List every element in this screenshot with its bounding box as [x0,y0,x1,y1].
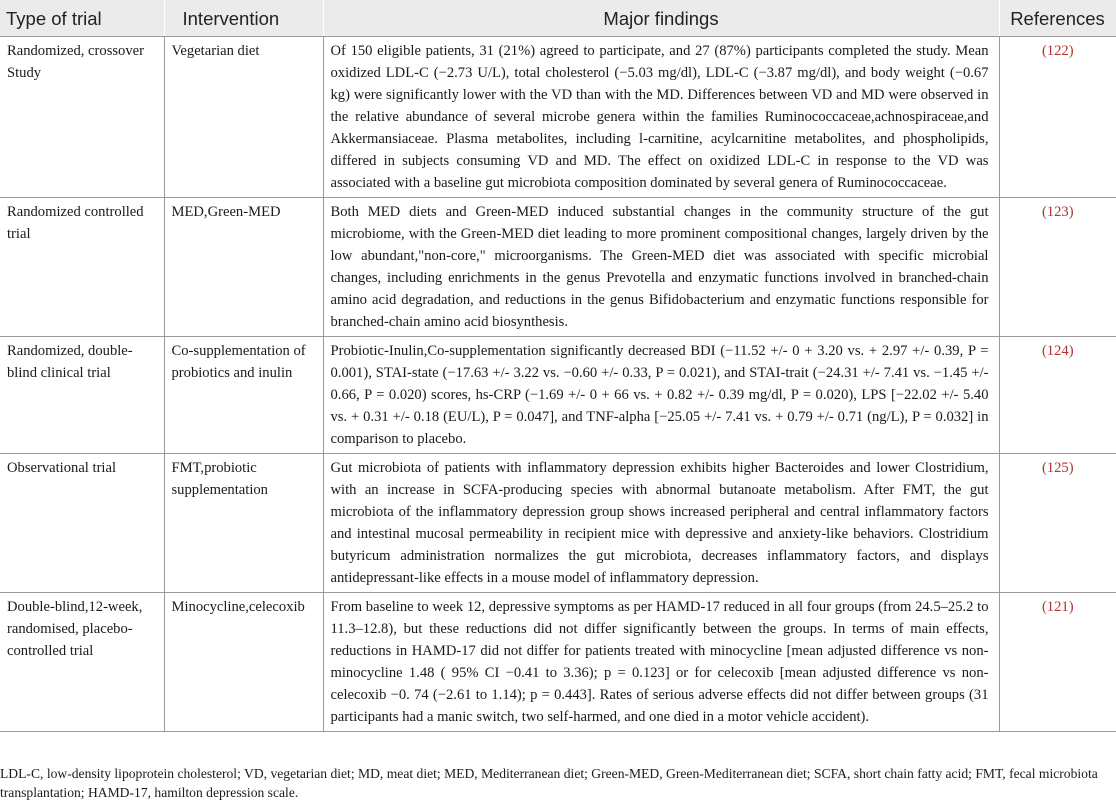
cell-intervention: Minocycline,celecoxib [164,593,323,732]
cell-intervention: FMT,probiotic supplementation [164,454,323,593]
table-body [0,37,1116,732]
cell-intervention: Vegetarian diet [164,37,323,198]
cell-major-findings: Probiotic-Inulin,Co-supplementation significantly decreased BDI (−11.52 +/- 0 + 3.20 vs. + 2.97 +/- 0.39, P = 0.001), STAI-state (−17.63 +/- 3.22 vs. −0.60 +/- 0.33, P = 0.021), and STAI-trait (−24.31 +/- 7.41 vs. −1.45 +/- 0.66, P = 0.020) scores, hs-CRP (−1.69 +/- 0 + 66 vs. + 0.82 +/- 0.39 mg/dl, P = 0.020), LPS [−22.02 +/- 5.40 vs. + 0.31 +/- 0.18 (EU/L), P = 0.047], and TNF-alpha [−25.05 +/- 7.41 vs. + 0.79 +/- 0.71 (ng/L), P = 0.032] in comparison to placebo. [323,337,999,454]
table-footnote: LDL-C, low-density lipoprotein cholesterol; VD, vegetarian diet; MD, meat diet; MED, Mediterranean diet; Green-MED, Green-Mediterranean diet; SCFA, short chain fatty acid; FMT, fecal microbiota transplantation; HAMD-17, hamilton depression scale. [0,766,1098,800]
cell-type-of-trial: Randomized, double-blind clinical trial [0,337,164,454]
cell-intervention: Co-supplementation of probiotics and inulin [164,337,323,454]
table-row [0,198,1116,337]
table-header [0,0,1116,37]
reference-link[interactable]: (125) [999,454,1116,593]
cell-major-findings: Gut microbiota of patients with inflammatory depression exhibits higher Bacteroides and lower Clostridium, with an increase in SCFA-producing species with abnormal butanoate metabolism. After FMT, the gut microbiota of the inflammatory depression group shows increased peripheral and central inflammatory factors and intestinal mucosal permeability in recipient mice with depressive and anxiety-like behaviors. Clostridium butyricum administration normalizes the gut microbiota, decreases inflammatory factors, and displays antidepressant-like effects in a mouse model of inflammatory depression. [323,454,999,593]
reference-link[interactable]: (124) [999,337,1116,454]
table-row [0,337,1116,454]
table-row [0,593,1116,732]
cell-major-findings: Of 150 eligible patients, 31 (21%) agreed to participate, and 27 (87%) participants completed the study. Mean oxidized LDL-C (−2.73 U/L), total cholesterol (−5.03 mg/dl), LDL-C (−3.87 mg/dl), and body weight (−0.67 kg) were significantly lower with the VD than with the MD. Differences between VD and MD were observed in the relative abundance of several microbe genera within the families Ruminococcaceae,achnospiraceae,and Akkermansiaceae. Plasma metabolites, including l-carnitine, acylcarnitine metabolites, and phospholipids, differed in subjects consuming VD and MD. The effect on oxidized LDL-C in response to the VD was associated with a baseline gut microbiota composition dominated by several genera of Ruminococcaceae. [323,37,999,198]
cell-major-findings: From baseline to week 12, depressive symptoms as per HAMD-17 reduced in all four groups (from 24.5–25.2 to 11.3–12.8), but these reductions did not differ significantly between the groups. In terms of main effects, reductions in HAMD-17 did not differ for patients treated with minocycline [mean adjusted difference vs non-minocycline 1.48 ( 95% CI −0.41 to 3.36); p = 0.123] or for celecoxib [mean adjusted difference vs non-celecoxib −0. 74 (−2.61 to 1.14); p = 0.443]. Rates of serious adverse effects did not differ between groups (31 participants had a manic switch, two self-harmed, and one died in a motor vehicle accident). [323,593,999,732]
cell-intervention: MED,Green-MED [164,198,323,337]
cell-type-of-trial: Randomized controlled trial [0,198,164,337]
header-major-findings: Major findings [323,0,999,37]
header-type-of-trial: Type of trial [0,0,164,37]
header-references: References [999,0,1116,37]
reference-link[interactable]: (121) [999,593,1116,732]
reference-link[interactable]: (123) [999,198,1116,337]
header-intervention: Intervention [164,0,323,37]
header-row [0,0,1116,37]
cell-major-findings: Both MED diets and Green-MED induced substantial changes in the community structure of the gut microbiome, with the Green-MED diet leading to more prominent compositional changes, largely driven by the low abundant,"non-core," microorganisms. The Green-MED diet was associated with specific microbial changes, including enrichments in the genus Prevotella and enzymatic functions involved in branched-chain amino acid degradation, and reductions in the genus Bifidobacterium and enzymatic functions responsible for branched-chain amino acid biosynthesis. [323,198,999,337]
reference-link[interactable]: (122) [999,37,1116,198]
table-row [0,37,1116,198]
cell-type-of-trial: Randomized, crossover Study [0,37,164,198]
table-row [0,454,1116,593]
cell-type-of-trial: Double-blind,12-week, randomised, placebo-controlled trial [0,593,164,732]
cell-type-of-trial: Observational trial [0,454,164,593]
